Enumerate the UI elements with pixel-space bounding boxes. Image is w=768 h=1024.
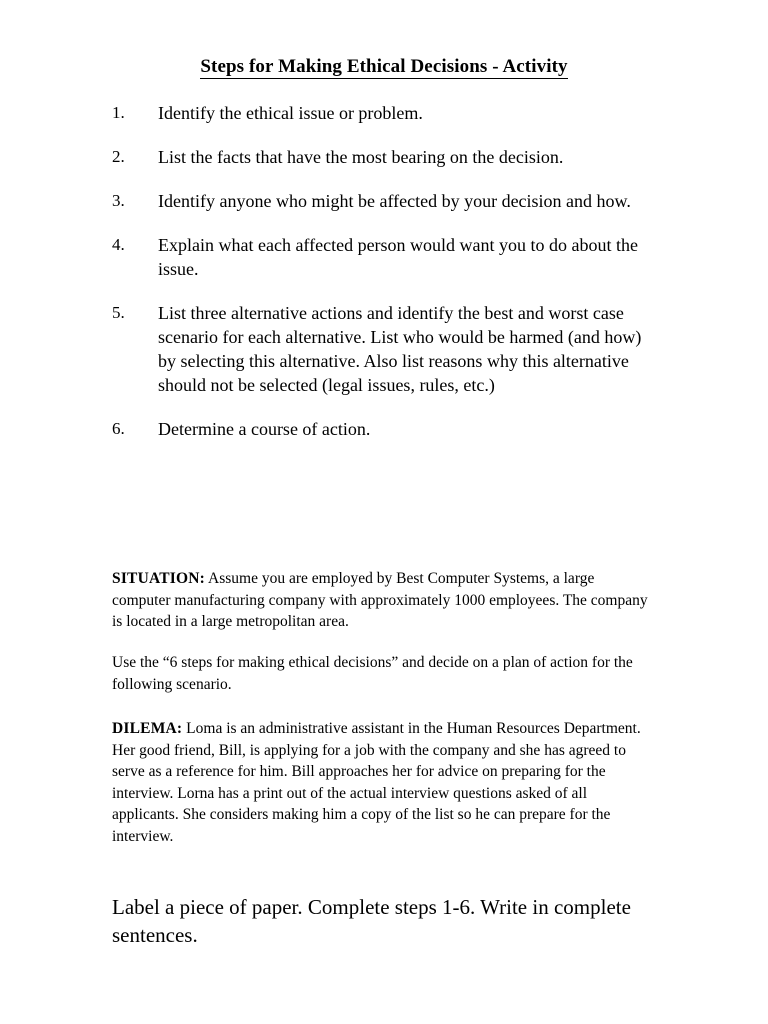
list-item-number: 1. — [112, 103, 125, 122]
list-item — [112, 301, 657, 397]
list-item-text: Identify anyone who might be affected by your decision and how. — [158, 191, 631, 211]
list-item-text: List three alternative actions and identify the best and worst case scenario for each alternative. List who would be harmed (and how) by selecting this alternative. Also list reasons why this alternative should not be selected (legal issues, rules, etc.) — [158, 303, 642, 395]
list-item-number: 6. — [112, 419, 125, 438]
dilema-paragraph — [112, 718, 648, 847]
closing-instruction-text: Label a piece of paper. Complete steps 1-6. Write in complete sentences. — [112, 895, 631, 947]
steps-list — [112, 101, 657, 461]
closing-instruction — [112, 893, 657, 949]
instruction-text: Use the “6 steps for making ethical decisions” and decide on a plan of action for the following scenario. — [112, 654, 633, 693]
list-item-number: 3. — [112, 191, 125, 210]
situation-text: Assume you are employed by Best Computer Systems, a large computer manufacturing company with approximately 1000 employees. The company is located in a large metropolitan area. — [112, 570, 648, 630]
list-item-number: 5. — [112, 303, 125, 322]
list-item — [112, 189, 657, 213]
list-item-text: Explain what each affected person would want you to do about the issue. — [158, 235, 639, 279]
list-item — [112, 417, 657, 441]
page-title-text: Steps for Making Ethical Decisions - Activity — [200, 56, 568, 77]
list-item — [112, 101, 657, 125]
list-item-number: 2. — [112, 147, 125, 166]
situation-label: SITUATION: — [112, 570, 206, 587]
list-item-text: Identify the ethical issue or problem. — [158, 103, 423, 123]
instruction-paragraph — [112, 652, 648, 695]
dilema-text: Loma is an administrative assistant in the Human Resources Department. Her good friend, Bill, is applying for a job with the company and she has agreed to serve as a reference for him. Bill approaches her for advice on preparing for the interview. Lorna has a print out of the actual interview questions asked of all applicants. She considers making him a copy of the list so he can prepare for the interview. — [112, 720, 641, 845]
list-item — [112, 233, 657, 281]
list-item-number: 4. — [112, 235, 125, 254]
page-title — [0, 56, 768, 78]
list-item-text: Determine a course of action. — [158, 419, 371, 439]
situation-paragraph — [112, 568, 648, 633]
list-item-text: List the facts that have the most bearing on the decision. — [158, 147, 564, 167]
list-item — [112, 145, 657, 169]
dilema-label: DILEMA: — [112, 720, 183, 737]
